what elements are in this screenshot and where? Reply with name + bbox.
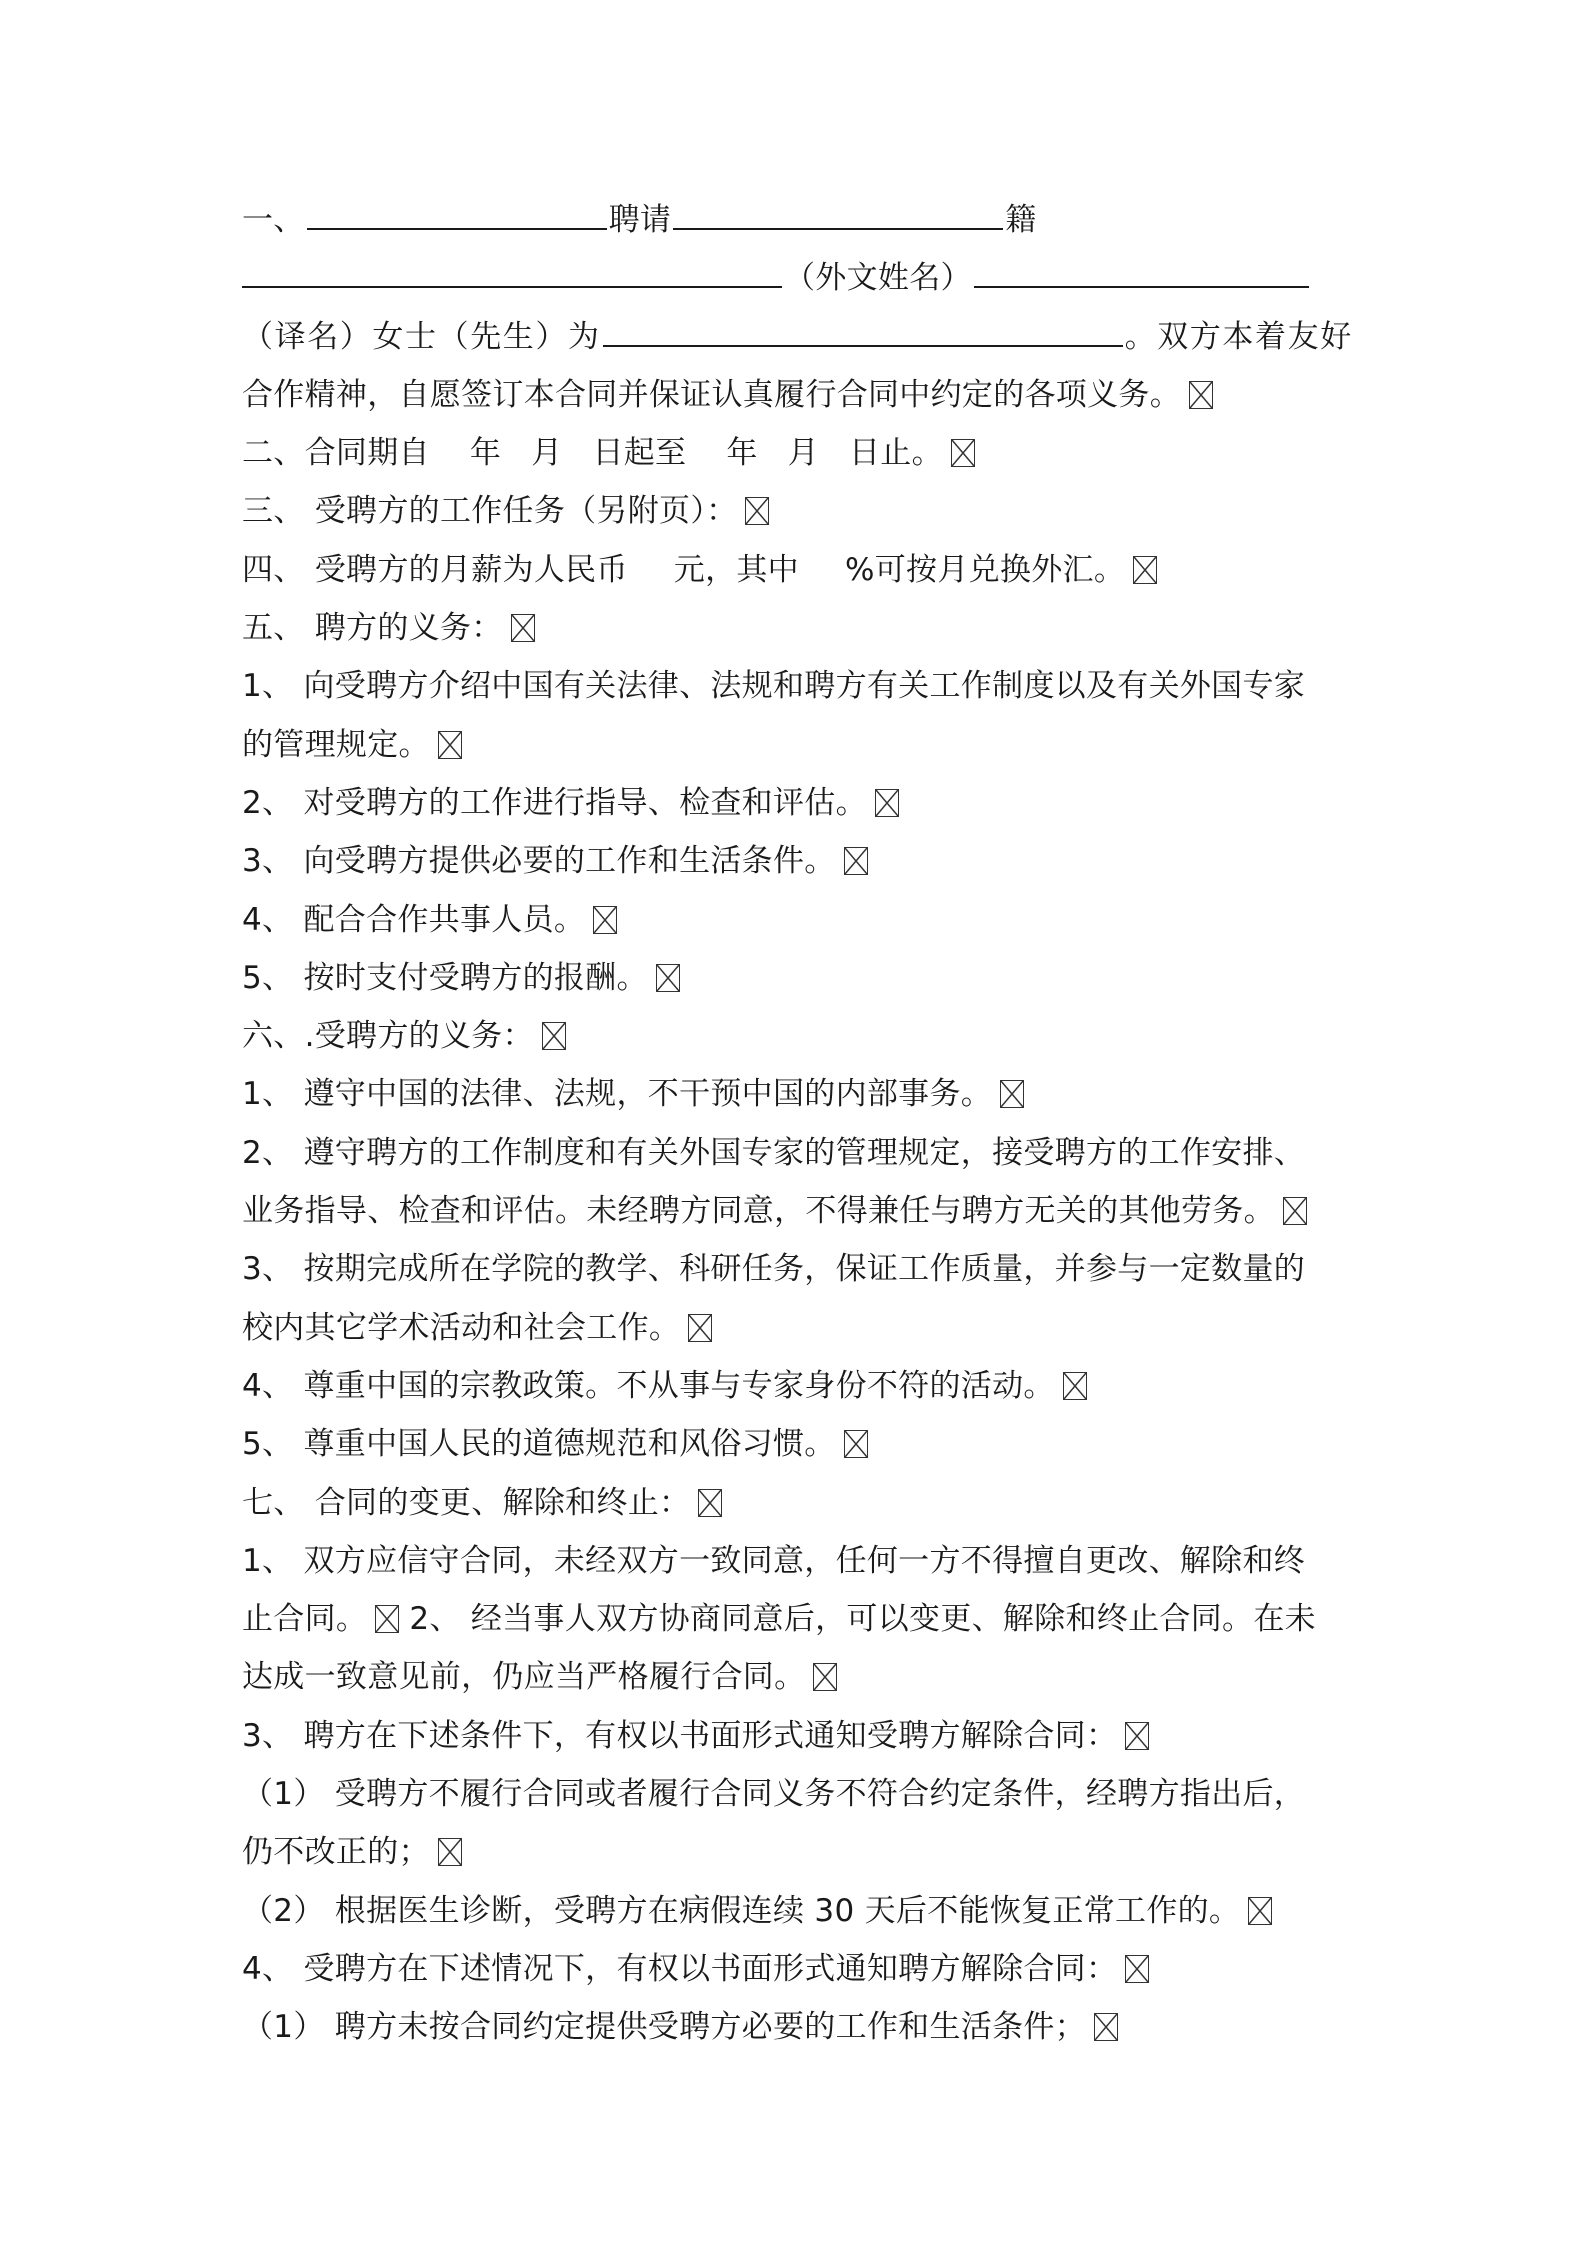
clause-6-item-2-text: 2、 遵守聘方的工作制度和有关外国专家的管理规定，接受聘方的工作安排、	[242, 1134, 1306, 1171]
placeholder-box-icon	[438, 1838, 462, 1866]
clause-7-item-1-text: 1、 双方应信守合同，未经双方一致同意，任何一方不得擅自更改、解除和终	[242, 1542, 1306, 1579]
placeholder-box-icon	[844, 1430, 868, 1458]
salary-unit-text: 元，其中	[673, 551, 799, 588]
employer-blank[interactable]	[307, 200, 607, 230]
clause-5-item-5-text: 5、 按时支付受聘方的报酬。	[242, 959, 648, 996]
clause-6-item-3a	[242, 1240, 1352, 1298]
clause-6-item-4-text: 4、 尊重中国的宗教政策。不从事与专家身份不符的活动。	[242, 1367, 1055, 1404]
clause-7-item-2b	[242, 1648, 1352, 1706]
exchange-text: %可按月兑换外汇。	[844, 551, 1126, 588]
clause-5-item-2	[242, 774, 1352, 832]
spirit-text: 合作精神，自愿签订本合同并保证认真履行合同中约定的各项义务。	[242, 376, 1181, 413]
clause-7-item-3-2-text: （2） 根据医生诊断，受聘方在病假连续 30 天后不能恢复正常工作的。	[242, 1892, 1241, 1929]
contract-body	[242, 191, 1352, 2057]
clause-4	[242, 541, 1352, 599]
clause-7-item-1-cont: 止合同。	[242, 1601, 368, 1638]
placeholder-box-icon	[745, 497, 769, 525]
placeholder-box-icon	[688, 1314, 712, 1342]
placeholder-box-icon	[375, 1605, 399, 1633]
salary-label: 四、 受聘方的月薪为人民币	[242, 551, 628, 588]
clause-1-line-4	[242, 366, 1352, 424]
translated-name-blank[interactable]	[974, 258, 1309, 288]
clause-5-item-1b	[242, 716, 1352, 774]
start-month-text: 月	[531, 435, 563, 472]
hire-text: 聘请	[608, 202, 672, 238]
clause-6-item-3-cont: 校内其它学术活动和社会工作。	[242, 1309, 681, 1346]
clause-6-item-4	[242, 1357, 1352, 1415]
placeholder-box-icon	[951, 439, 975, 467]
placeholder-box-icon	[542, 1022, 566, 1050]
translated-name-label: （译名）女士（先生）为	[242, 318, 601, 355]
clause-6-item-3b	[242, 1299, 1352, 1357]
clause-7-item-1b	[242, 1590, 1352, 1648]
clause-7-item-4-text: 4、 受聘方在下述情况下，有权以书面形式通知聘方解除合同：	[242, 1950, 1118, 1987]
clause-7-item-3-1b	[242, 1823, 1352, 1881]
foreign-name-blank[interactable]	[242, 258, 782, 288]
clause-1-number: 一、	[242, 202, 305, 238]
clause-2	[242, 424, 1352, 482]
position-blank[interactable]	[603, 317, 1123, 347]
placeholder-box-icon	[1000, 1080, 1024, 1108]
clause-5-item-4	[242, 891, 1352, 949]
clause-6-item-1-text: 1、 遵守中国的法律、法规，不干预中国的内部事务。	[242, 1076, 993, 1113]
placeholder-box-icon	[1125, 1955, 1149, 1983]
clause-5-item-1a	[242, 657, 1352, 715]
clause-7-item-2-cont: 达成一致意见前，仍应当严格履行合同。	[242, 1659, 806, 1696]
employer-duties-heading: 五、 聘方的义务：	[242, 610, 503, 647]
clause-5-item-1-text: 1、 向受聘方介绍中国有关法律、法规和聘方有关工作制度以及有关外国专家	[242, 668, 1306, 705]
placeholder-box-icon	[813, 1663, 837, 1691]
placeholder-box-icon	[438, 731, 462, 759]
start-year-text: 年	[469, 435, 502, 472]
clause-7-item-3-1-text: （1） 受聘方不履行合同或者履行合同义务不符合约定条件，经聘方指出后，	[242, 1776, 1306, 1813]
clause-5-item-3	[242, 832, 1352, 890]
clause-6-item-3-text: 3、 按期完成所在学院的教学、科研任务，保证工作质量，并参与一定数量的	[242, 1251, 1306, 1288]
clause-6-item-2a	[242, 1124, 1352, 1182]
clause-7-item-3-text: 3、 聘方在下述条件下，有权以书面形式通知受聘方解除合同：	[242, 1717, 1118, 1754]
clause-5-item-5	[242, 949, 1352, 1007]
placeholder-box-icon	[1133, 556, 1157, 584]
placeholder-box-icon	[1063, 1372, 1087, 1400]
termination-heading: 七、 合同的变更、解除和终止：	[242, 1484, 691, 1521]
goodwill-text: 。双方本着友好	[1124, 318, 1353, 355]
clause-5-item-1-cont: 的管理规定。	[242, 726, 430, 763]
placeholder-box-icon	[1283, 1197, 1307, 1225]
end-year-text: 年	[726, 435, 758, 472]
placeholder-box-icon	[698, 1489, 722, 1517]
placeholder-box-icon	[875, 789, 899, 817]
employee-duties-heading: 六、.受聘方的义务：	[242, 1018, 534, 1055]
clause-6-item-1	[242, 1065, 1352, 1123]
clause-7-item-4-1-text: （1） 聘方未按合同约定提供受聘方必要的工作和生活条件；	[242, 2009, 1086, 2046]
clause-1-line-2	[242, 249, 1352, 307]
start-day-text: 日起至	[592, 435, 687, 472]
duties-text: 三、 受聘方的工作任务（另附页）：	[242, 493, 738, 530]
clause-1-line-3	[242, 308, 1352, 366]
clause-5-item-2-text: 2、 对受聘方的工作进行指导、检查和评估。	[242, 784, 867, 821]
clause-6-item-2b	[242, 1182, 1352, 1240]
nationality-blank[interactable]	[673, 200, 1003, 230]
placeholder-box-icon	[1189, 381, 1213, 409]
placeholder-box-icon	[511, 614, 535, 642]
clause-3	[242, 482, 1352, 540]
placeholder-box-icon	[1248, 1897, 1272, 1925]
clause-5-item-3-text: 3、 向受聘方提供必要的工作和生活条件。	[242, 843, 836, 880]
placeholder-box-icon	[844, 847, 868, 875]
clause-7-title	[242, 1474, 1352, 1532]
end-month-text: 月	[787, 435, 819, 472]
placeholder-box-icon	[1125, 1722, 1149, 1750]
clause-7-item-1a	[242, 1532, 1352, 1590]
clause-7-item-4	[242, 1940, 1352, 1998]
clause-7-item-4-1	[242, 1998, 1352, 2056]
placeholder-box-icon	[656, 964, 680, 992]
clause-7-item-3-2	[242, 1882, 1352, 1940]
clause-7-item-2-text: 2、 经当事人双方协商同意后，可以变更、解除和终止合同。在未	[399, 1601, 1316, 1638]
clause-1-line-1	[242, 191, 1352, 249]
end-day-text: 日止。	[848, 435, 943, 472]
clause-5-title	[242, 599, 1352, 657]
clause-5-item-4-text: 4、 配合合作共事人员。	[242, 901, 586, 938]
clause-6-item-5	[242, 1415, 1352, 1473]
clause-7-item-3-1a	[242, 1765, 1352, 1823]
clause-6-item-5-text: 5、 尊重中国人民的道德规范和风俗习惯。	[242, 1426, 836, 1463]
foreign-name-label: （外文姓名）	[784, 260, 972, 297]
clause-7-item-3	[242, 1707, 1352, 1765]
placeholder-box-icon	[593, 906, 617, 934]
nationality-text: 籍	[1005, 202, 1037, 238]
term-label: 二、合同期自	[242, 435, 430, 472]
clause-6-title	[242, 1007, 1352, 1065]
placeholder-box-icon	[1094, 2013, 1118, 2041]
clause-7-item-3-1-cont: 仍不改正的；	[242, 1834, 430, 1871]
clause-6-item-2-cont: 业务指导、检查和评估。未经聘方同意，不得兼任与聘方无关的其他劳务。	[242, 1193, 1275, 1230]
